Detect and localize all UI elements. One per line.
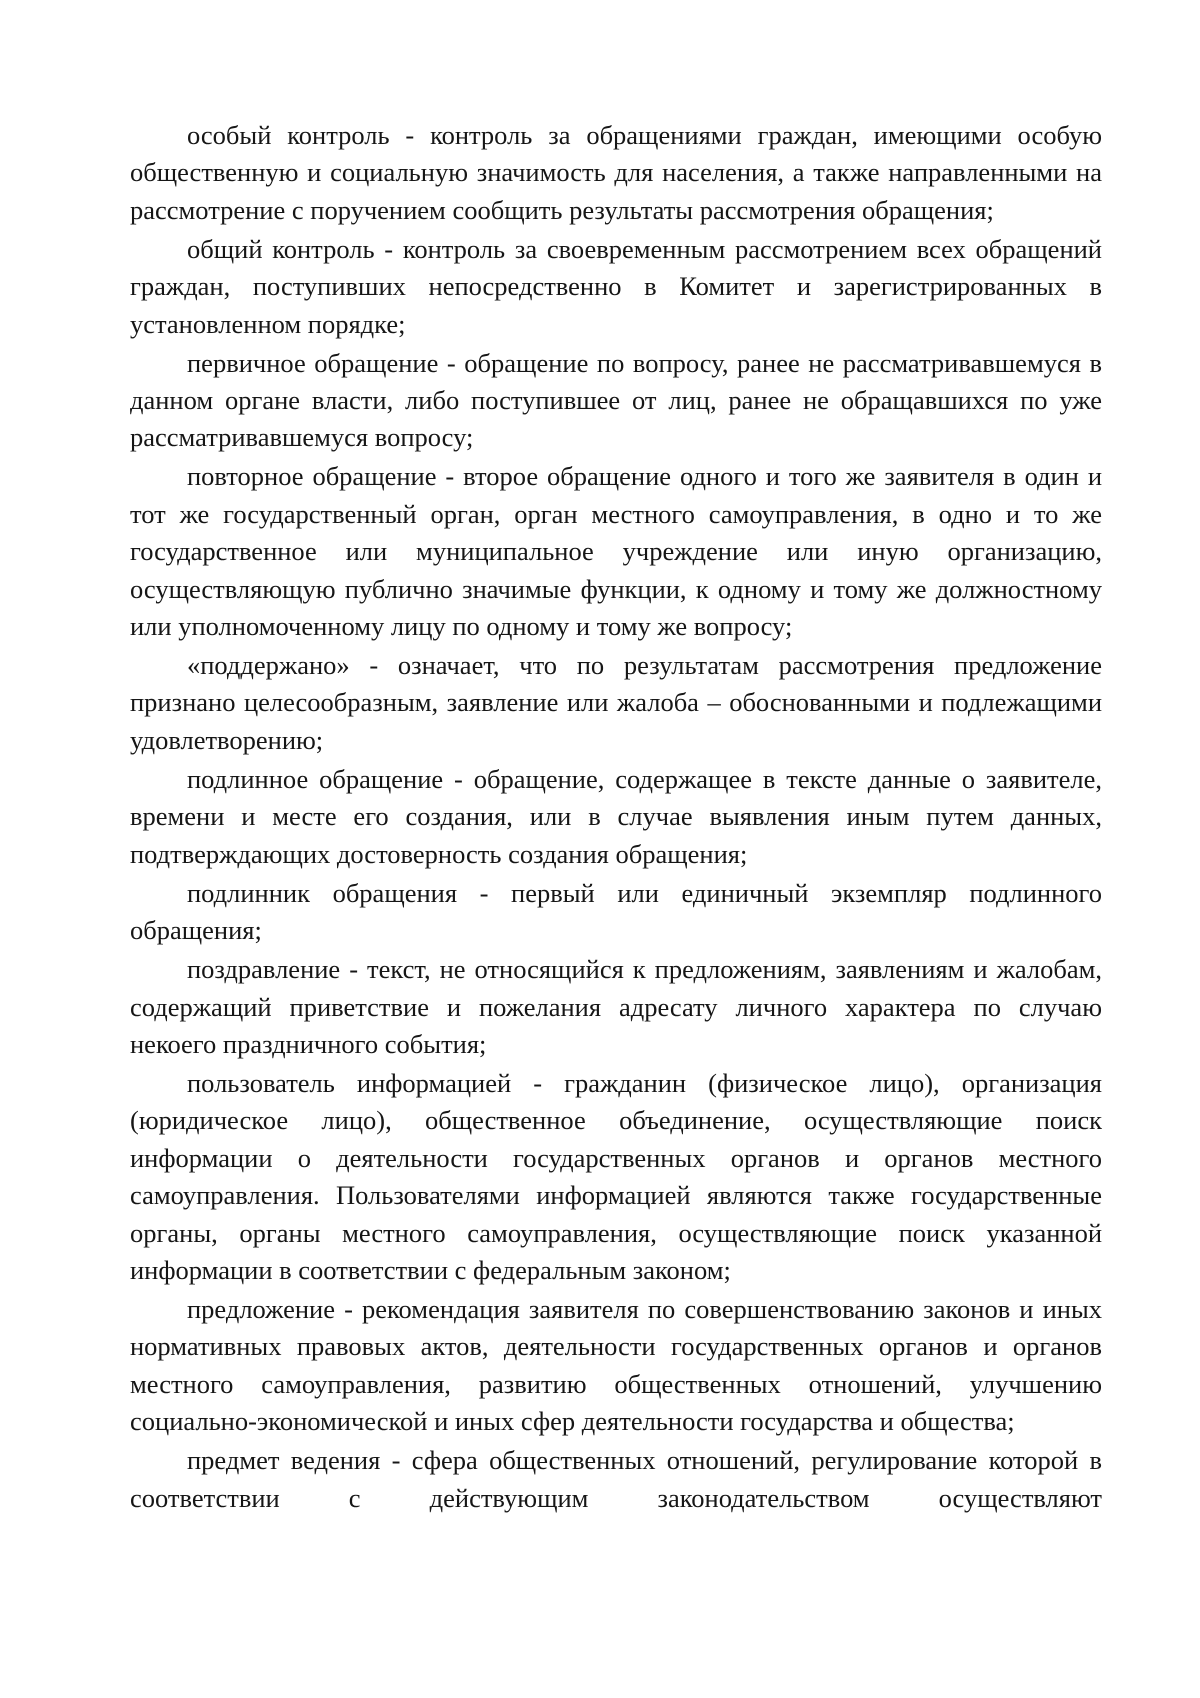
paragraph-supported: «поддержано» - означает, что по результатам рассмотрения предложение признано целесообразным, заявление или жалоба – обоснованными и подлежащими удовлетворению; bbox=[130, 650, 1102, 755]
paragraph-general-control: общий контроль - контроль за своевременным рассмотрением всех обращений граждан, поступивших непосредственно в Комитет и зарегистрированных в установленном порядке; bbox=[130, 233, 1102, 339]
paragraph-special-control: особый контроль - контроль за обращениями граждан, имеющими особую общественную и социальную значимость для населения, а также направленными на рассмотрение с поручением сообщить результаты рассмотрения обращения; bbox=[130, 120, 1102, 225]
paragraph-information-user: пользователь информацией - гражданин (физическое лицо), организация (юридическое лицо), общественное объединение, осуществляющие поиск информации о деятельности государственных органов и органов местного самоуправления. Пользователями информацией являются также государственные органы, органы местного самоуправления, осуществляющие поиск указанной информации в соответствии с федеральным законом; bbox=[130, 1067, 1102, 1285]
paragraph-original-appeal: подлинник обращения - первый или единичный экземпляр подлинного обращения; bbox=[130, 877, 1102, 946]
document-body bbox=[130, 117, 1102, 1519]
paragraph-greeting: поздравление - текст, не относящийся к предложениям, заявлениям и жалобам, содержащий приветствие и пожелания адресату личного характера по случаю некоего праздничного события; bbox=[130, 954, 1102, 1059]
paragraph-proposal: предложение - рекомендация заявителя по совершенствованию законов и иных нормативных правовых актов, деятельности государственных органов и органов местного самоуправления, развитию общественных отношений, улучшению социально-экономической и иных сфер деятельности государства и общества; bbox=[130, 1293, 1102, 1437]
paragraph-genuine-appeal: подлинное обращение - обращение, содержащее в тексте данные о заявителе, времени и месте его создания, или в случае выявления иным путем данных, подтверждающих достоверность создания обращения; bbox=[130, 763, 1102, 869]
paragraph-primary-appeal: первичное обращение - обращение по вопросу, ранее не рассматривавшемуся в данном органе власти, либо поступившее от лиц, ранее не обращавшихся по уже рассматривавшемуся вопросу; bbox=[130, 347, 1102, 453]
paragraph-repeated-appeal: повторное обращение - второе обращение одного и того же заявителя в один и тот же государственный орган, орган местного самоуправления, в одно и то же государственное или муниципальное учреждение или иную организацию, осуществляющую публично значимые функции, к одному и тому же должностному или уполномоченному лицу по одному и тому же вопросу; bbox=[130, 461, 1102, 642]
paragraph-subject-of-jurisdiction: предмет ведения - сфера общественных отношений, регулирование которой в соответствии с действующим законодательством осуществляют bbox=[130, 1445, 1102, 1513]
